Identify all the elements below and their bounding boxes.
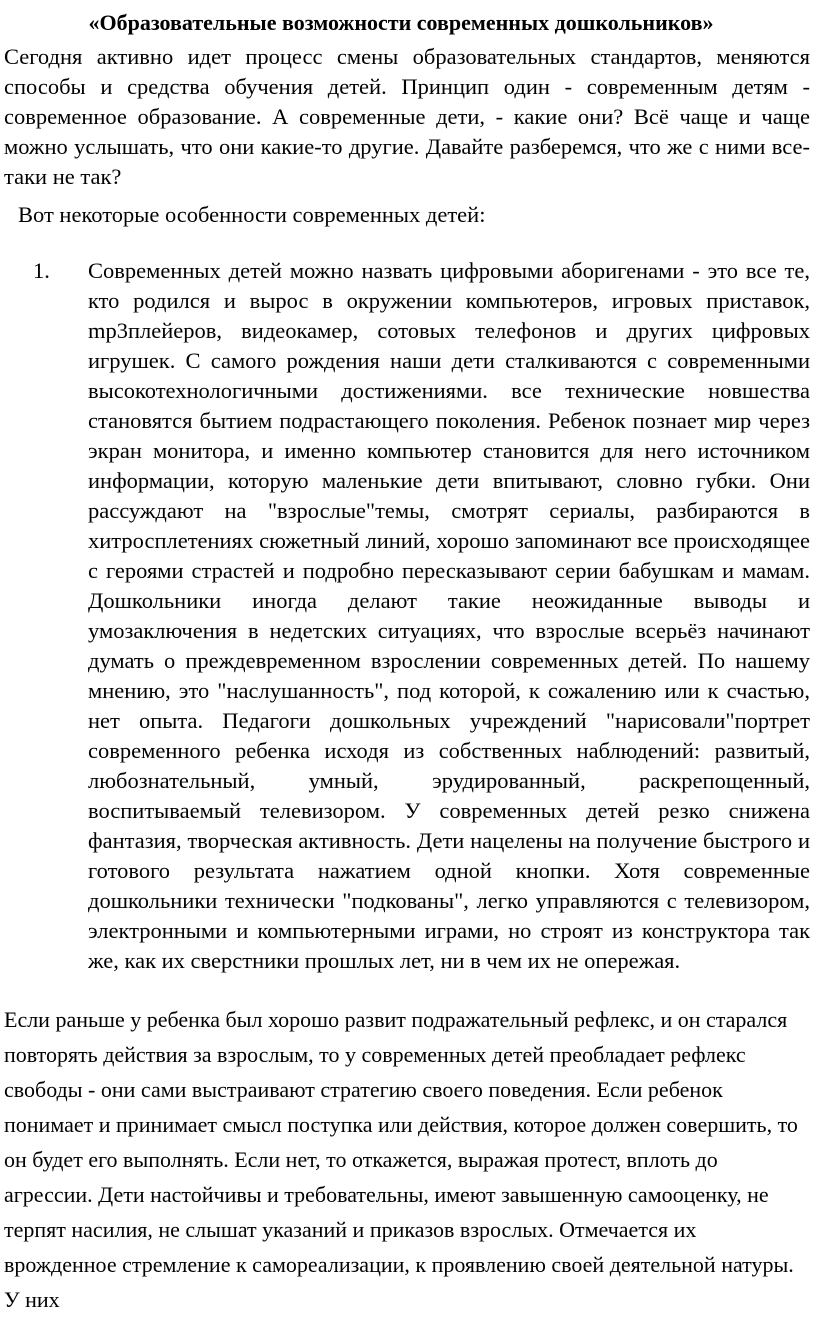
intro-paragraph: Сегодня активно идет процесс смены образовательных стандартов, меняются способы и средства обучения детей. Принцип один - современным детям - современное образование. А современные дети, - какие они? Всё чаще и чаще можно услышать, что они какие-то другие. Давайте разберемся, что же с ними все-таки не так? [4, 44, 810, 189]
list-item-text: Современных детей можно назвать цифровыми аборигенами - это все те, кто родился и вырос в окружении компьютеров, игровых приставок, mp3плейеров, видеокамер, сотовых телефонов и других цифровых игрушек. С самого рождения наши дети сталкиваются с современными высокотехнологичными достижениями. все технические новшества становятся бытием подрастающего поколения. Ребенок познает мир через экран монитора, и именно компьютер становится для него источником информации, которую маленькие дети впитывают, словно губки. Они рассуждают на "взрослые"темы, смотрят сериалы, разбираются в хитросплетениях сюжетный линий, хорошо запоминают все происходящее с героями страстей и подробно пересказывают серии бабушкам и мамам. Дошкольники иногда делают такие неожиданные выводы и умозаключения в недетских ситуациях, что взрослые всерьёз начинают думать о преждевременном взрослении современных детей. По нашему мнению, это "наслушанность", под которой, к сожалению или к счастью, нет опыта. Педагоги дошкольных учреждений "нарисовали"портрет современного ребенка исходя из собственных наблюдений: развитый, любознательный, умный, эрудированный, раскрепощенный, воспитываемый телевизором. У современных детей резко снижена фантазия, творческая активность. Дети нацелены на получение быстрого и готового результата нажатием одной кнопки. Хотя современные дошкольники технически "подкованы", легко управляются с телевизором, электронными и компьютерными играми, но строят из конструктора так же, как их сверстники прошлых лет, ни в чем их не опережая. [88, 258, 810, 973]
document-page [0, 8, 816, 1312]
list-item [4, 256, 812, 976]
features-lead: Вот некоторые особенности современных детей: [18, 202, 486, 227]
numbered-list [4, 256, 812, 976]
document-title: «Образовательные возможности современных дошкольников» [88, 10, 714, 35]
body-paragraph: Если раньше у ребенка был хорошо развит подражательный рефлекс, и он старался повторять действия за взрослым, то у современных детей преобладает рефлекс свободы - они сами выстраивают стратегию своего поведения. Если ребенок понимает и принимает смысл поступка или действия, которое должен совершить, то он будет его выполнять. Если нет, то откажется, выражая протест, вплоть до агрессии. Дети настойчивы и требовательны, имеют завышенную самооценку, не терпят насилия, не слышат указаний и приказов взрослых. Отмечается их врожденное стремление к самореализации, к проявлению своей деятельной натуры. У них [4, 1007, 798, 1312]
list-item-number: 1. [33, 258, 50, 283]
